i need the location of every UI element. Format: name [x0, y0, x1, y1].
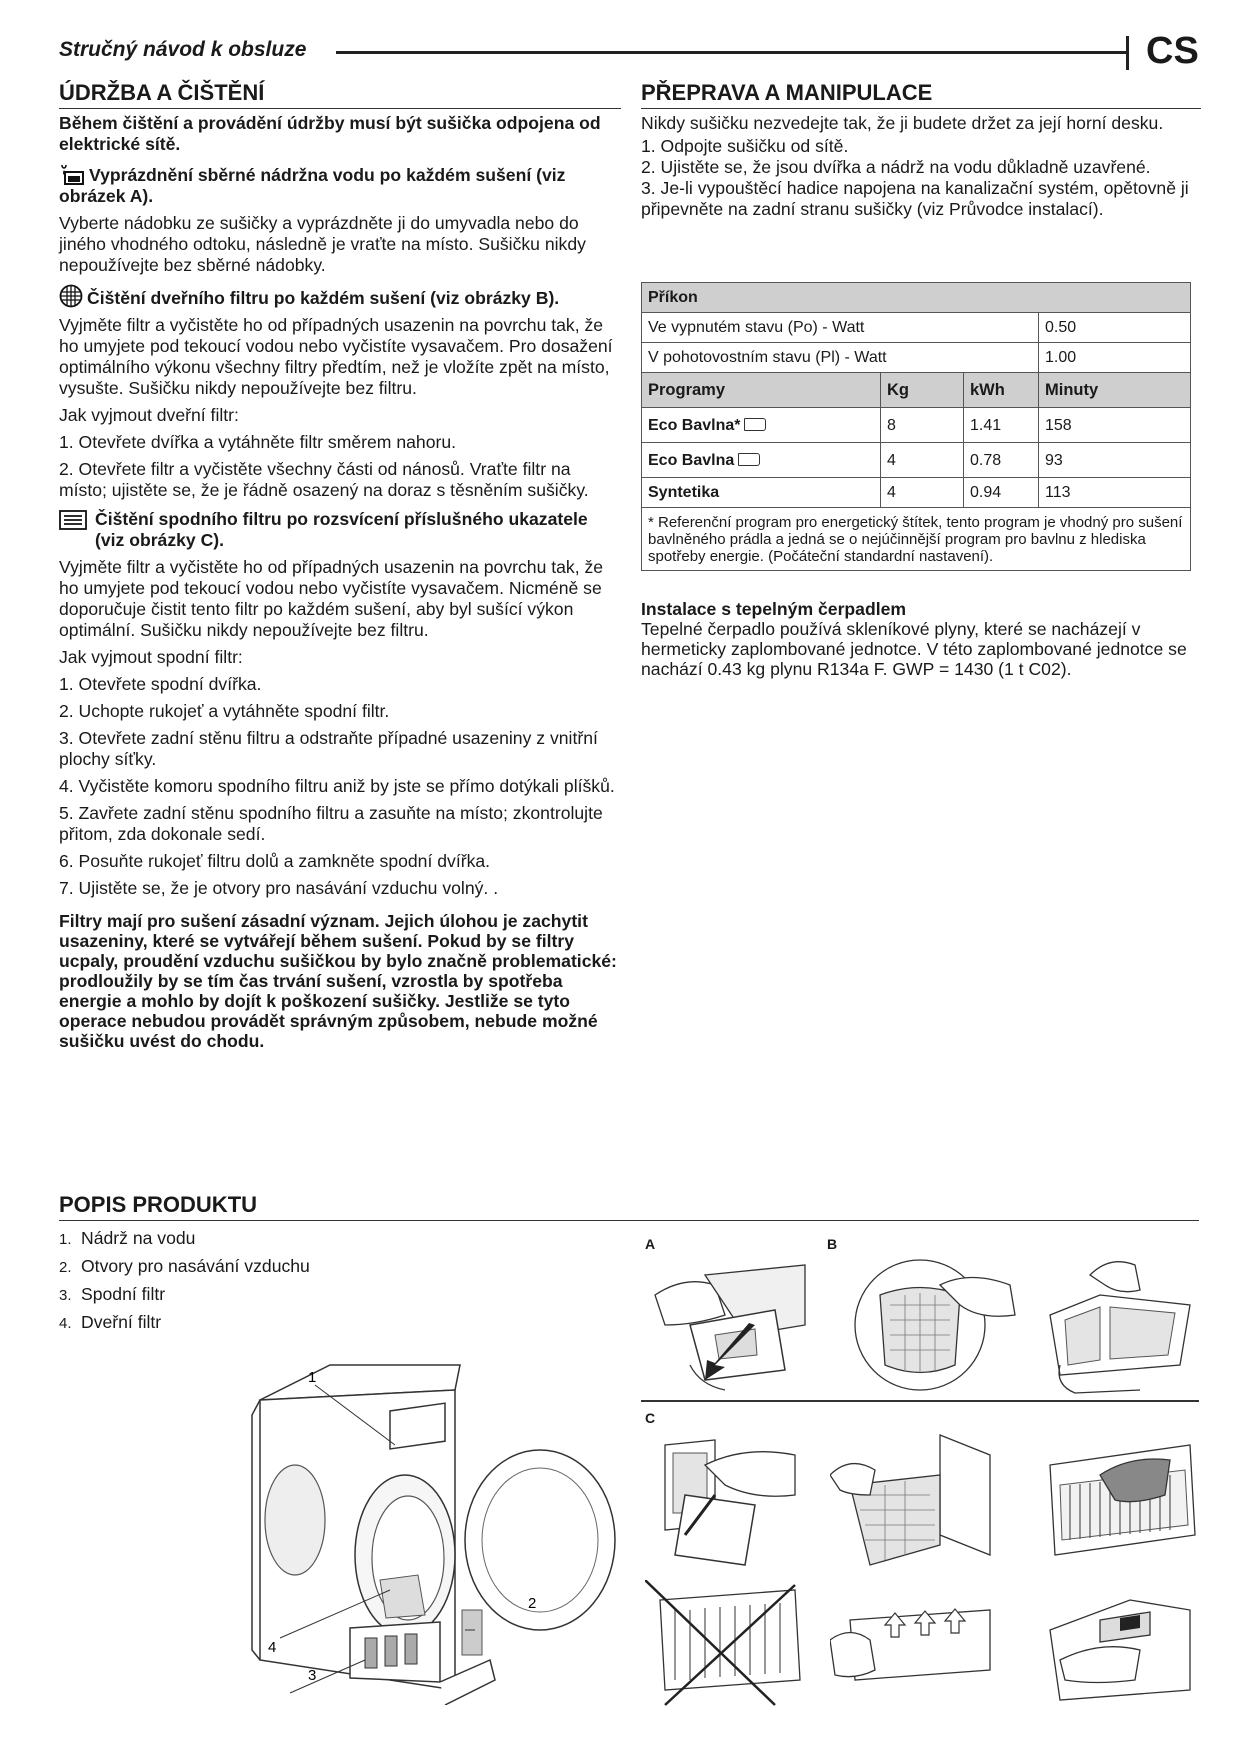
program-name: Eco Bavlna	[642, 443, 881, 478]
header-rule	[336, 51, 1128, 54]
table-cell: 0.78	[964, 443, 1039, 478]
bottom-step: 6. Posuňte rukojeť filtru dolů a zamkněte spodní dvířka.	[59, 851, 491, 871]
bottom-step: 3. Otevřete zadní stěnu filtru a odstraňte případné usazeniny z vnitřní plochy síťky.	[59, 728, 598, 769]
filters-importance-note: Filtry mají pro sušení zásadní význam. Jejich úlohou je zachytit usazeniny, které se vytvářejí během sušení. Pokud by se filtry ucpaly, proudění vzduchu sušičkou by bylo značně problematické: prodloužily by se tím čas trvání sušení, vzrostla by spotřeba energie a mohlo by dojít k poškození sušičky. Jestliže se tyto operace nebudou provádět správným způsobem, nebude možné sušičku uvést do chodu.	[59, 911, 617, 1051]
transport-step: 3. Je-li vypouštěcí hadice napojena na kanalizační systém, opětovně ji připevněte na zadní stranu sušičky (viz Průvodce instalací).	[641, 178, 1189, 219]
table-cell: 4	[881, 478, 964, 508]
list-item: 1. Nádrž na vodu	[59, 1228, 196, 1248]
program-name: Eco Bavlna*	[642, 408, 881, 443]
door-filter-how: Jak vyjmout dveřní filtr:	[59, 405, 239, 425]
door-step: 1. Otevřete dvířka a vytáhněte filtr směrem nahoru.	[59, 432, 457, 452]
transport-heading: PŘEPRAVA A MANIPULACE	[641, 80, 1201, 109]
heat-pump-section	[641, 599, 1201, 679]
door-filter-text: Vyjměte filtr a vyčistěte ho od případných usazenin na povrchu tak, že ho umyjete pod tekoucí vodou nebo vyčistíte vysavačem. Pro dosažení optimálního výkonu všechny filtry předtím, než je vložíte zpět na místo, vysušte. Sušičku nikdy nepoužívejte bez filtru.	[59, 315, 613, 398]
figure-label-a: A	[645, 1236, 656, 1252]
figure-c5-image	[830, 1580, 1000, 1710]
water-tank-icon	[59, 165, 89, 185]
power-consumption-table	[641, 282, 1191, 571]
table-cell: 158	[1039, 408, 1191, 443]
table-row	[642, 508, 1191, 571]
maintenance-heading: ÚDRŽBA A ČIŠTĚNÍ	[59, 80, 621, 109]
table-cell: 8	[881, 408, 964, 443]
manual-title: Stručný návod k obsluze	[59, 38, 307, 61]
figure-c2-image	[830, 1425, 1000, 1575]
product-section	[59, 1192, 1199, 1337]
transport-intro: Nikdy sušičku nezvedejte tak, že ji budete držet za její horní desku.	[641, 113, 1164, 133]
transport-section	[641, 80, 1201, 679]
table-cell: V pohotovostním stavu (Pl) - Watt	[642, 343, 1039, 373]
figure-c1-image	[645, 1425, 805, 1575]
table-cell: 4	[881, 443, 964, 478]
callout-4: 4	[268, 1639, 277, 1656]
product-heading: POPIS PRODUKTU	[59, 1192, 1199, 1221]
table-row	[642, 443, 1191, 478]
tag-icon	[738, 453, 760, 466]
language-code: CS	[1146, 30, 1199, 72]
heat-pump-title: Instalace s tepelným čerpadlem	[641, 599, 907, 619]
table-row	[642, 408, 1191, 443]
figure-label-b: B	[827, 1236, 838, 1252]
maintenance-intro: Během čištění a provádění údržby musí být sušička odpojena od elektrické sítě.	[59, 113, 601, 154]
empty-tank-title: Vyprázdnění sběrné nádržna vodu po každém sušení (viz obrázek A).	[59, 165, 566, 206]
callout-2: 2	[528, 1595, 537, 1612]
table-row	[642, 343, 1191, 373]
bottom-step: 5. Zavřete zadní stěnu spodního filtru a zasuňte na místo; zkontrolujte přitom, zda dokonale sedí.	[59, 803, 603, 844]
product-parts-list	[59, 1225, 1199, 1337]
figure-b1-image	[850, 1255, 1020, 1395]
filter-mesh-icon	[59, 288, 87, 308]
bottom-step: 4. Vyčistěte komoru spodního filtru aniž by jste se přímo dotýkali plíšků.	[59, 776, 615, 796]
bottom-filter-text: Vyjměte filtr a vyčistěte ho od případných usazenin na povrchu tak, že ho umyjete pod tekoucí vodou nebo vyčistíte vysavačem. Nicméně se doporučuje čistit tento filtr po každém sušení, aby byl sušící výkon optimální. Sušičku nikdy nepoužívejte bez filtru.	[59, 557, 604, 640]
reference-program-note: * Referenční program pro energetický štítek, tento program je vhodný pro sušení bavlněného prádla a jedná se o nejúčinnější program pro bavlnu z hlediska spotřeby energie. (Počáteční standardní nastavení).	[642, 508, 1191, 571]
table-cell: 0.50	[1039, 313, 1191, 343]
door-step: 2. Otevřete filtr a vyčistěte všechny části od nánosů. Vraťte filtr na místo; ujistěte se, že je řádně osazený na doraz s těsněním sušičky.	[59, 459, 589, 500]
table-cell: 113	[1039, 478, 1191, 508]
bottom-filter-how: Jak vyjmout spodní filtr:	[59, 647, 243, 667]
table-cell: 93	[1039, 443, 1191, 478]
bottom-step: 2. Uchopte rukojeť a vytáhněte spodní filtr.	[59, 701, 390, 721]
table-cell: 0.94	[964, 478, 1039, 508]
column-header: kWh	[964, 373, 1039, 408]
figure-c6-image	[1040, 1580, 1200, 1710]
list-item: 2. Otvory pro nasávání vzduchu	[59, 1256, 310, 1276]
bottom-step: 1. Otevřete spodní dvířka.	[59, 674, 262, 694]
maintenance-section	[59, 80, 621, 1057]
figure-label-c: C	[645, 1410, 656, 1426]
list-item: 4. Dveřní filtr	[59, 1312, 162, 1332]
column-header: Minuty	[1039, 373, 1191, 408]
door-filter-title: Čištění dveřního filtru po každém sušení (viz obrázky B).	[59, 284, 621, 309]
transport-step: 2. Ujistěte se, že jsou dvířka a nádrž na vodu důkladně uzavřené.	[641, 157, 1151, 177]
column-header: Programy	[642, 373, 881, 408]
bottom-step: 7. Ujistěte se, že je otvory pro nasávání vzduchu volný. .	[59, 878, 499, 898]
table-row	[642, 478, 1191, 508]
tag-icon	[744, 418, 766, 431]
bottom-filter-title: Čištění spodního filtru po rozsvícení příslušného ukazatele (viz obrázky C).	[59, 509, 621, 551]
bottom-filter-icon	[59, 509, 91, 532]
list-item: 3. Spodní filtr	[59, 1284, 166, 1304]
table-cell: 1.41	[964, 408, 1039, 443]
callout-3: 3	[308, 1667, 317, 1684]
callout-lines	[294, 1620, 474, 1720]
figure-c4-image	[645, 1580, 805, 1710]
transport-step: 1. Odpojte sušičku od sítě.	[641, 136, 849, 156]
table-cell: 1.00	[1039, 343, 1191, 373]
callout-1: 1	[308, 1369, 317, 1386]
empty-tank-text: Vyberte nádobku ze sušičky a vyprázdněte ji do umyvadla nebo do jiného vhodného odtoku, následně je vraťte na místo. Sušičku nikdy nepoužívejte bez sběrné nádobky.	[59, 213, 586, 275]
figure-c3-image	[1040, 1425, 1200, 1575]
program-name: Syntetika	[642, 478, 881, 508]
power-table-title: Příkon	[642, 283, 1191, 313]
table-header-row	[642, 373, 1191, 408]
figure-a-image	[645, 1255, 815, 1395]
figure-divider	[641, 1400, 1199, 1402]
table-cell: Ve vypnutém stavu (Po) - Watt	[642, 313, 1039, 343]
heat-pump-text: Tepelné čerpadlo používá skleníkové plyny, které se nacházejí v hermeticky zaplombované jednotce. V této zaplombované jednotce se nachází 0.43 kg plynu R134a F. GWP = 1430 (1 t C02).	[641, 619, 1187, 679]
column-header: Kg	[881, 373, 964, 408]
table-row	[642, 313, 1191, 343]
header-tick	[1126, 36, 1129, 70]
figure-b2-image	[1040, 1255, 1200, 1395]
